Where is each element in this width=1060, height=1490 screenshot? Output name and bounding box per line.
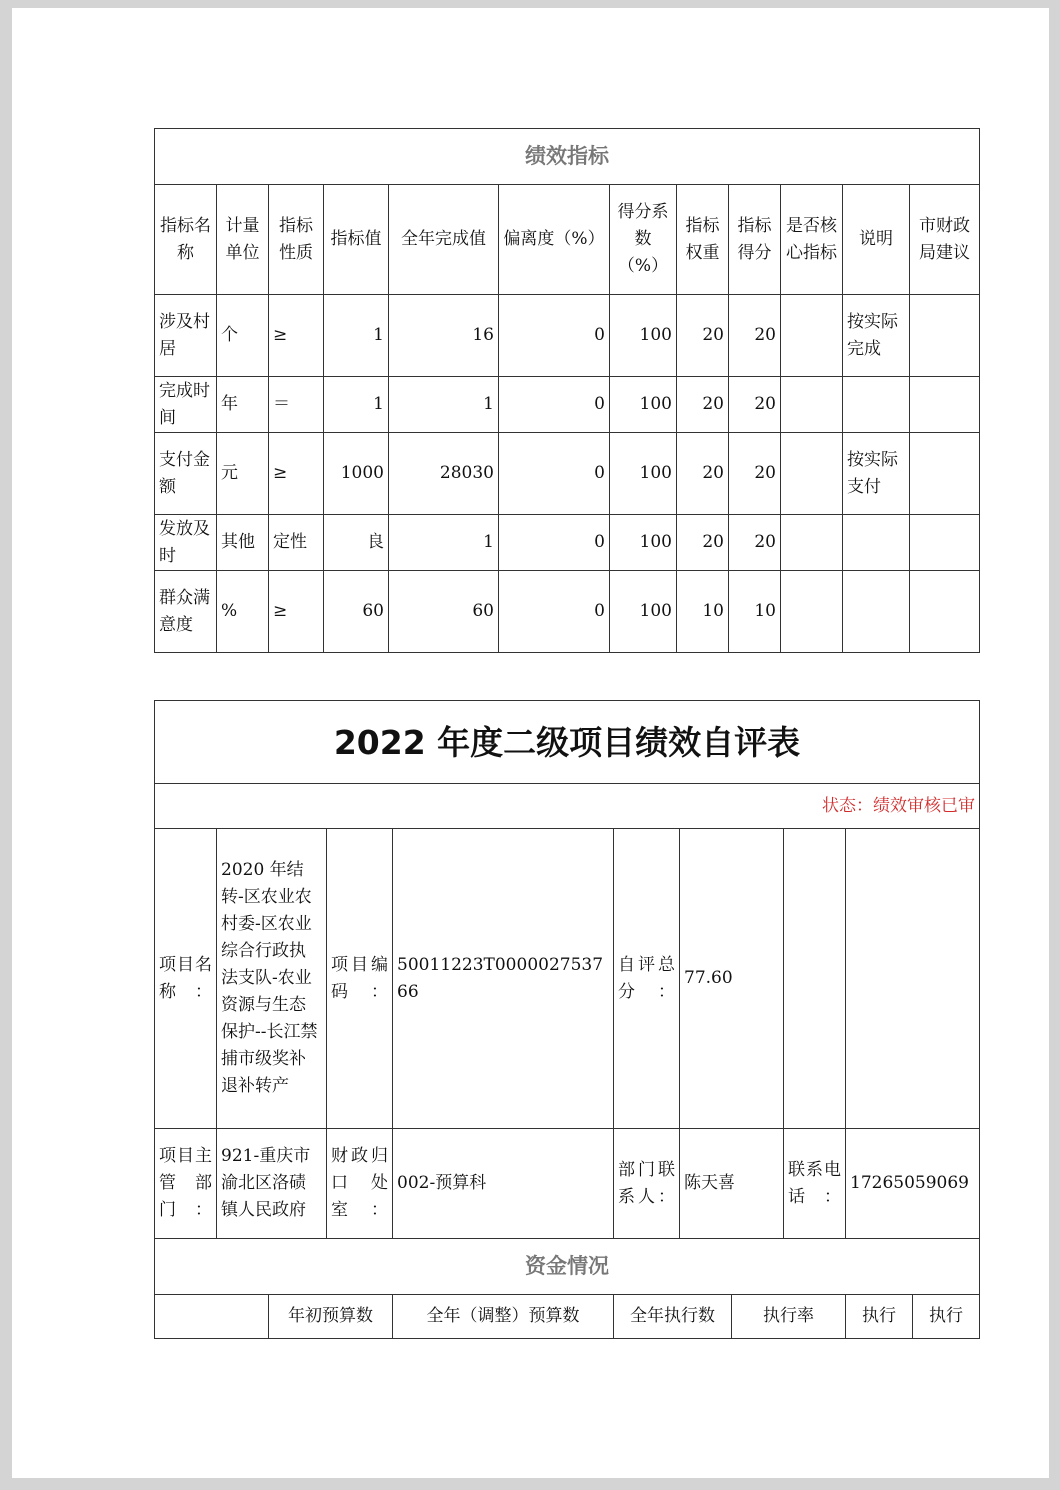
perf-row — [155, 433, 980, 515]
funds-header-cell — [155, 1295, 269, 1339]
funds-header-cell: 执行率 — [732, 1295, 846, 1339]
form-title: 2022 年度二级项目绩效自评表 — [155, 701, 980, 784]
perf-cell: 100 — [610, 377, 677, 433]
perf-cell: 20 — [677, 515, 729, 571]
perf-header-cell: 计量单位 — [217, 185, 269, 295]
perf-header-cell: 是否核心指标 — [781, 185, 843, 295]
perf-cell: 支付金额 — [155, 433, 217, 515]
perf-cell: 涉及村居 — [155, 295, 217, 377]
perf-cell: 1 — [324, 295, 389, 377]
perf-cell: 0 — [499, 377, 610, 433]
perf-cell: 28030 — [389, 433, 499, 515]
perf-cell — [843, 571, 910, 653]
perf-cell — [910, 515, 980, 571]
perf-cell — [781, 571, 843, 653]
perf-cell: 其他 — [217, 515, 269, 571]
funds-header-cell: 执行 — [913, 1295, 980, 1339]
performance-header-row — [155, 185, 980, 295]
perf-cell: 0 — [499, 433, 610, 515]
funds-header-cell: 执行 — [846, 1295, 913, 1339]
perf-header-cell: 指标得分 — [729, 185, 781, 295]
finance-value: 002-预算科 — [393, 1129, 614, 1239]
perf-cell — [843, 377, 910, 433]
perf-cell: 0 — [499, 571, 610, 653]
score-blank-b — [846, 829, 980, 1129]
perf-cell: ＝ — [269, 377, 324, 433]
perf-row — [155, 295, 980, 377]
project-name-label: 项目名称： — [155, 829, 217, 1129]
score-label: 自评总分： — [614, 829, 680, 1129]
perf-cell: 年 — [217, 377, 269, 433]
perf-row — [155, 515, 980, 571]
perf-header-cell: 指标名称 — [155, 185, 217, 295]
perf-cell: ≥ — [269, 295, 324, 377]
perf-cell: 60 — [389, 571, 499, 653]
perf-cell: 1 — [389, 377, 499, 433]
self-evaluation-table — [154, 700, 980, 1339]
perf-cell: ≥ — [269, 433, 324, 515]
perf-cell: 发放及时 — [155, 515, 217, 571]
perf-cell: ≥ — [269, 571, 324, 653]
perf-cell: 60 — [324, 571, 389, 653]
perf-header-cell: 偏离度（%） — [499, 185, 610, 295]
perf-cell: 群众满意度 — [155, 571, 217, 653]
perf-cell: 1 — [389, 515, 499, 571]
contact-label: 部门联系人： — [614, 1129, 680, 1239]
phone-label: 联系电话： — [784, 1129, 846, 1239]
perf-cell: 20 — [677, 295, 729, 377]
project-name-value: 2020 年结转-区农业农村委-区农业综合行政执法支队-农业资源与生态保护--长江禁捕市级奖补退补转产 — [217, 829, 327, 1129]
contact-value: 陈天喜 — [680, 1129, 784, 1239]
perf-cell — [781, 515, 843, 571]
perf-cell: 100 — [610, 295, 677, 377]
perf-cell: 个 — [217, 295, 269, 377]
perf-cell: 20 — [729, 377, 781, 433]
perf-cell: 100 — [610, 433, 677, 515]
perf-cell: 按实际完成 — [843, 295, 910, 377]
funds-section-title: 资金情况 — [155, 1239, 980, 1295]
perf-cell: 0 — [499, 515, 610, 571]
perf-row — [155, 571, 980, 653]
funds-header-cell: 全年（调整）预算数 — [393, 1295, 614, 1339]
perf-cell: 20 — [677, 433, 729, 515]
phone-value: 17265059069 — [846, 1129, 980, 1239]
perf-cell: 10 — [677, 571, 729, 653]
perf-cell: 按实际支付 — [843, 433, 910, 515]
perf-cell: 20 — [729, 515, 781, 571]
perf-cell — [781, 433, 843, 515]
perf-header-cell: 指标权重 — [677, 185, 729, 295]
perf-cell: % — [217, 571, 269, 653]
funds-header-cell: 全年执行数 — [614, 1295, 732, 1339]
project-code-value: 50011223T000002753766 — [393, 829, 614, 1129]
dept-value: 921-重庆市渝北区洛碛镇人民政府 — [217, 1129, 327, 1239]
perf-cell — [910, 433, 980, 515]
perf-cell: 0 — [499, 295, 610, 377]
score-blank-a — [784, 829, 846, 1129]
perf-cell: 100 — [610, 515, 677, 571]
perf-cell: 20 — [677, 377, 729, 433]
perf-cell: 完成时间 — [155, 377, 217, 433]
perf-cell: 定性 — [269, 515, 324, 571]
perf-cell — [781, 377, 843, 433]
perf-cell: 20 — [729, 295, 781, 377]
perf-header-cell: 市财政局建议 — [910, 185, 980, 295]
perf-header-cell: 指标值 — [324, 185, 389, 295]
performance-section-title: 绩效指标 — [155, 129, 980, 185]
score-value: 77.60 — [680, 829, 784, 1129]
funds-header-cell: 年初预算数 — [269, 1295, 393, 1339]
perf-header-cell: 指标性质 — [269, 185, 324, 295]
perf-header-cell: 说明 — [843, 185, 910, 295]
perf-cell: 良 — [324, 515, 389, 571]
perf-header-cell: 得分系数（%） — [610, 185, 677, 295]
status-text: 状态：绩效审核已审 — [155, 784, 980, 829]
performance-rows — [155, 295, 980, 653]
perf-cell: 100 — [610, 571, 677, 653]
perf-cell: 1000 — [324, 433, 389, 515]
project-code-label: 项目编码： — [327, 829, 393, 1129]
perf-cell: 10 — [729, 571, 781, 653]
dept-label: 项目主管部门： — [155, 1129, 217, 1239]
perf-cell — [910, 571, 980, 653]
perf-cell: 20 — [729, 433, 781, 515]
perf-cell: 16 — [389, 295, 499, 377]
finance-label: 财政归口处室： — [327, 1129, 393, 1239]
perf-header-cell: 全年完成值 — [389, 185, 499, 295]
perf-cell — [910, 377, 980, 433]
perf-row — [155, 377, 980, 433]
perf-cell — [910, 295, 980, 377]
performance-indicator-table — [154, 128, 980, 653]
perf-cell: 1 — [324, 377, 389, 433]
perf-cell: 元 — [217, 433, 269, 515]
perf-cell — [781, 295, 843, 377]
perf-cell — [843, 515, 910, 571]
